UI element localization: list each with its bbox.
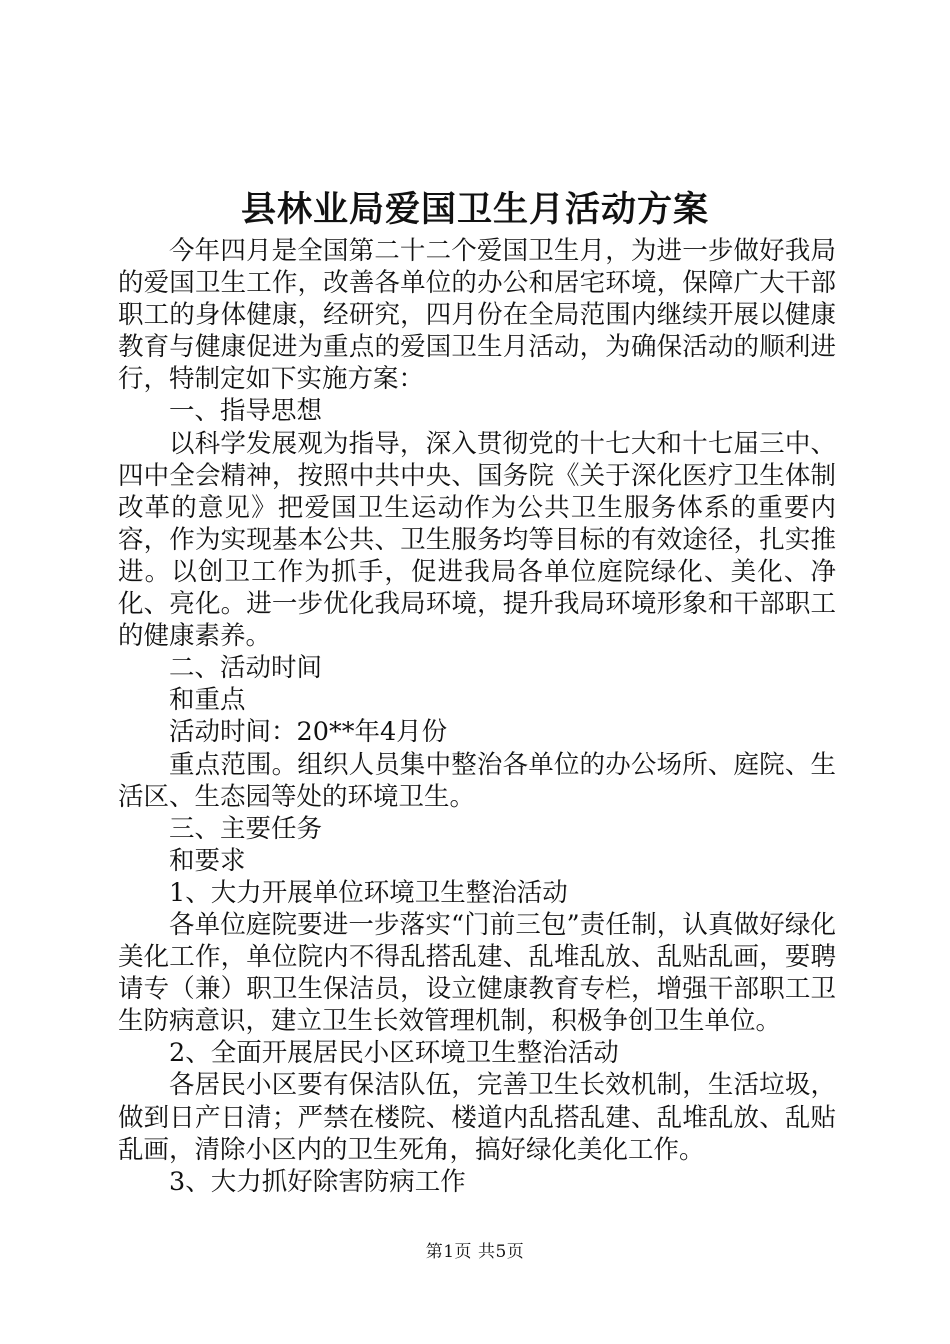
section-heading-guiding-ideology: 一、指导思想 xyxy=(169,396,323,427)
task-1-heading: 1、大力开展单位环境卫生整治活动 xyxy=(169,877,568,908)
intro-paragraph: 今年四月是全国第二十二个爱国卫生月，为进一步做好我局的爱国卫生工作，改善各单位的办公和居宅环境，保障广大干部职工的身体健康，经研究，四月份在全局范围内继续开展以健康教育与健康促进为重点的爱国卫生月活动，为确保活动的顺利进行，特制定如下实施方案： xyxy=(118,236,836,395)
task-3-heading: 3、大力抓好除害防病工作 xyxy=(169,1166,466,1197)
page-footer: 第1页 共5页 xyxy=(425,1242,525,1262)
section-heading-activity-time-cont: 和重点 xyxy=(169,685,246,716)
task-2-heading: 2、全面开展居民小区环境卫生整治活动 xyxy=(169,1038,619,1069)
guiding-ideology-paragraph: 以科学发展观为指导，深入贯彻党的十七大和十七届三中、四中全会精神，按照中共中央、国务院《关于深化医疗卫生体制改革的意见》把爱国卫生运动作为公共卫生服务体系的重要内容，作为实现基本公共、卫生服务均等目标的有效途径，扎实推进。以创卫工作为抓手，促进我局各单位庭院绿化、美化、净化、亮化。进一步优化我局环境，提升我局环境形象和干部职工的健康素养。 xyxy=(118,428,836,652)
document-title: 县林业局爱国卫生月活动方案 xyxy=(240,189,709,230)
activity-time-line: 活动时间：20**年4月份 xyxy=(169,717,448,748)
task-2-paragraph: 各居民小区要有保洁队伍，完善卫生长效机制，生活垃圾，做到日产日清；严禁在楼院、楼道内乱搭乱建、乱堆乱放、乱贴乱画，清除小区内的卫生死角，搞好绿化美化工作。 xyxy=(118,1070,836,1165)
key-scope-paragraph: 重点范围。组织人员集中整治各单位的办公场所、庭院、生活区、生态园等处的环境卫生。 xyxy=(118,749,836,812)
section-heading-main-tasks: 三、主要任务 xyxy=(169,813,323,844)
section-heading-activity-time: 二、活动时间 xyxy=(169,653,323,684)
document-body xyxy=(118,235,836,1198)
section-heading-main-tasks-cont: 和要求 xyxy=(169,845,246,876)
task-1-paragraph: 各单位庭院要进一步落实“门前三包”责任制，认真做好绿化美化工作，单位院内不得乱搭乱建、乱堆乱放、乱贴乱画，要聘请专（兼）职卫生保洁员，设立健康教育专栏，增强干部职工卫生防病意识，建立卫生长效管理机制，积极争创卫生单位。 xyxy=(118,909,836,1037)
